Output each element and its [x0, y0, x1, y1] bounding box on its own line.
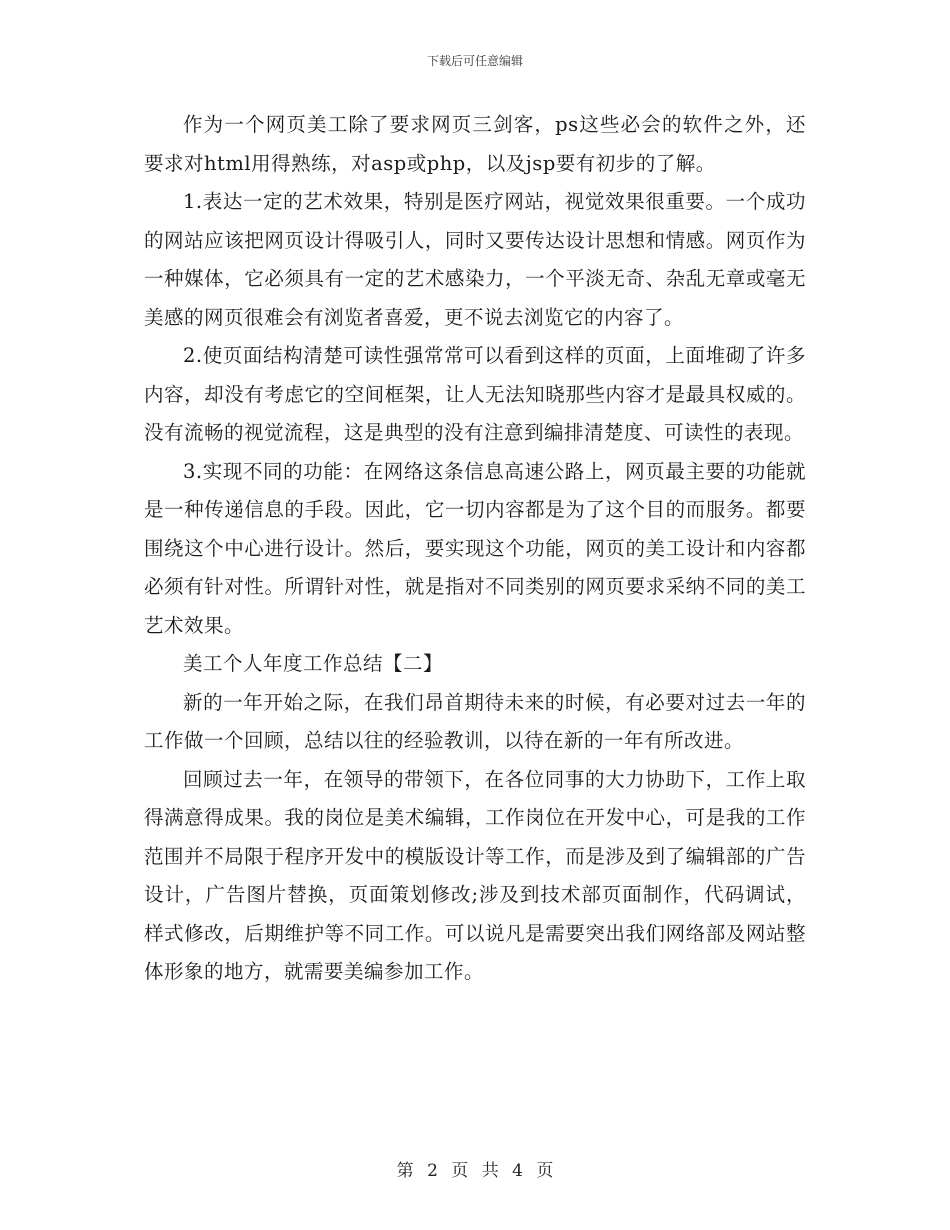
paragraph-point-2: 2.使页面结构清楚可读性强常常可以看到这样的页面，上面堆砌了许多内容，却没有考虑它的空间框架，让人无法知晓那些内容才是最具权威的。没有流畅的视觉流程，这是典型的没有注意到编排清楚度、可读性的表现。 [144, 344, 806, 444]
paragraph-point-1: 1.表达一定的艺术效果，特别是医疗网站，视觉效果很重要。一个成功的网站应该把网页设计得吸引人，同时又要传达设计思想和情感。网页作为一种媒体，它必须具有一定的艺术感染力，一个平淡无奇、杂乱无章或毫无美感的网页很难会有浏览者喜爱，更不说去浏览它的内容了。 [144, 190, 806, 329]
paragraph-review: 回顾过去一年，在领导的带领下，在各位同事的大力协助下，工作上取得满意得成果。我的岗位是美术编辑，工作岗位在开发中心，可是我的工作范围并不局限于程序开发中的模版设计等工作，而是涉及到了编辑部的广告设计，广告图片替换，页面策划修改;涉及到技术部页面制作，代码调试，样式修改，后期维护等不同工作。可以说凡是需要突出我们网络部及网站整体形象的地方，就需要美编参加工作。 [144, 767, 806, 983]
paragraph-new-year: 新的一年开始之际，在我们昂首期待未来的时候，有必要对过去一年的工作做一个回顾，总结以往的经验教训，以待在新的一年有所改进。 [144, 690, 806, 752]
paragraph-intro: 作为一个网页美工除了要求网页三剑客，ps这些必会的软件之外，还要求对html用得熟练，对asp或php，以及jsp要有初步的了解。 [144, 113, 806, 175]
paragraph-point-3: 3.实现不同的功能：在网络这条信息高速公路上，网页最主要的功能就是一种传递信息的手段。因此，它一切内容都是为了这个目的而服务。都要围绕这个中心进行设计。然后，要实现这个功能，网页的美工设计和内容都必须有针对性。所谓针对性，就是指对不同类别的网页要求采纳不同的美工艺术效果。 [144, 459, 806, 637]
page-number: 第 2 页 共 4 页 [396, 1161, 554, 1181]
section-heading: 美工个人年度工作总结【二】 [183, 652, 444, 675]
document-body [144, 106, 806, 992]
header-note: 下载后可任意编辑 [426, 54, 523, 68]
